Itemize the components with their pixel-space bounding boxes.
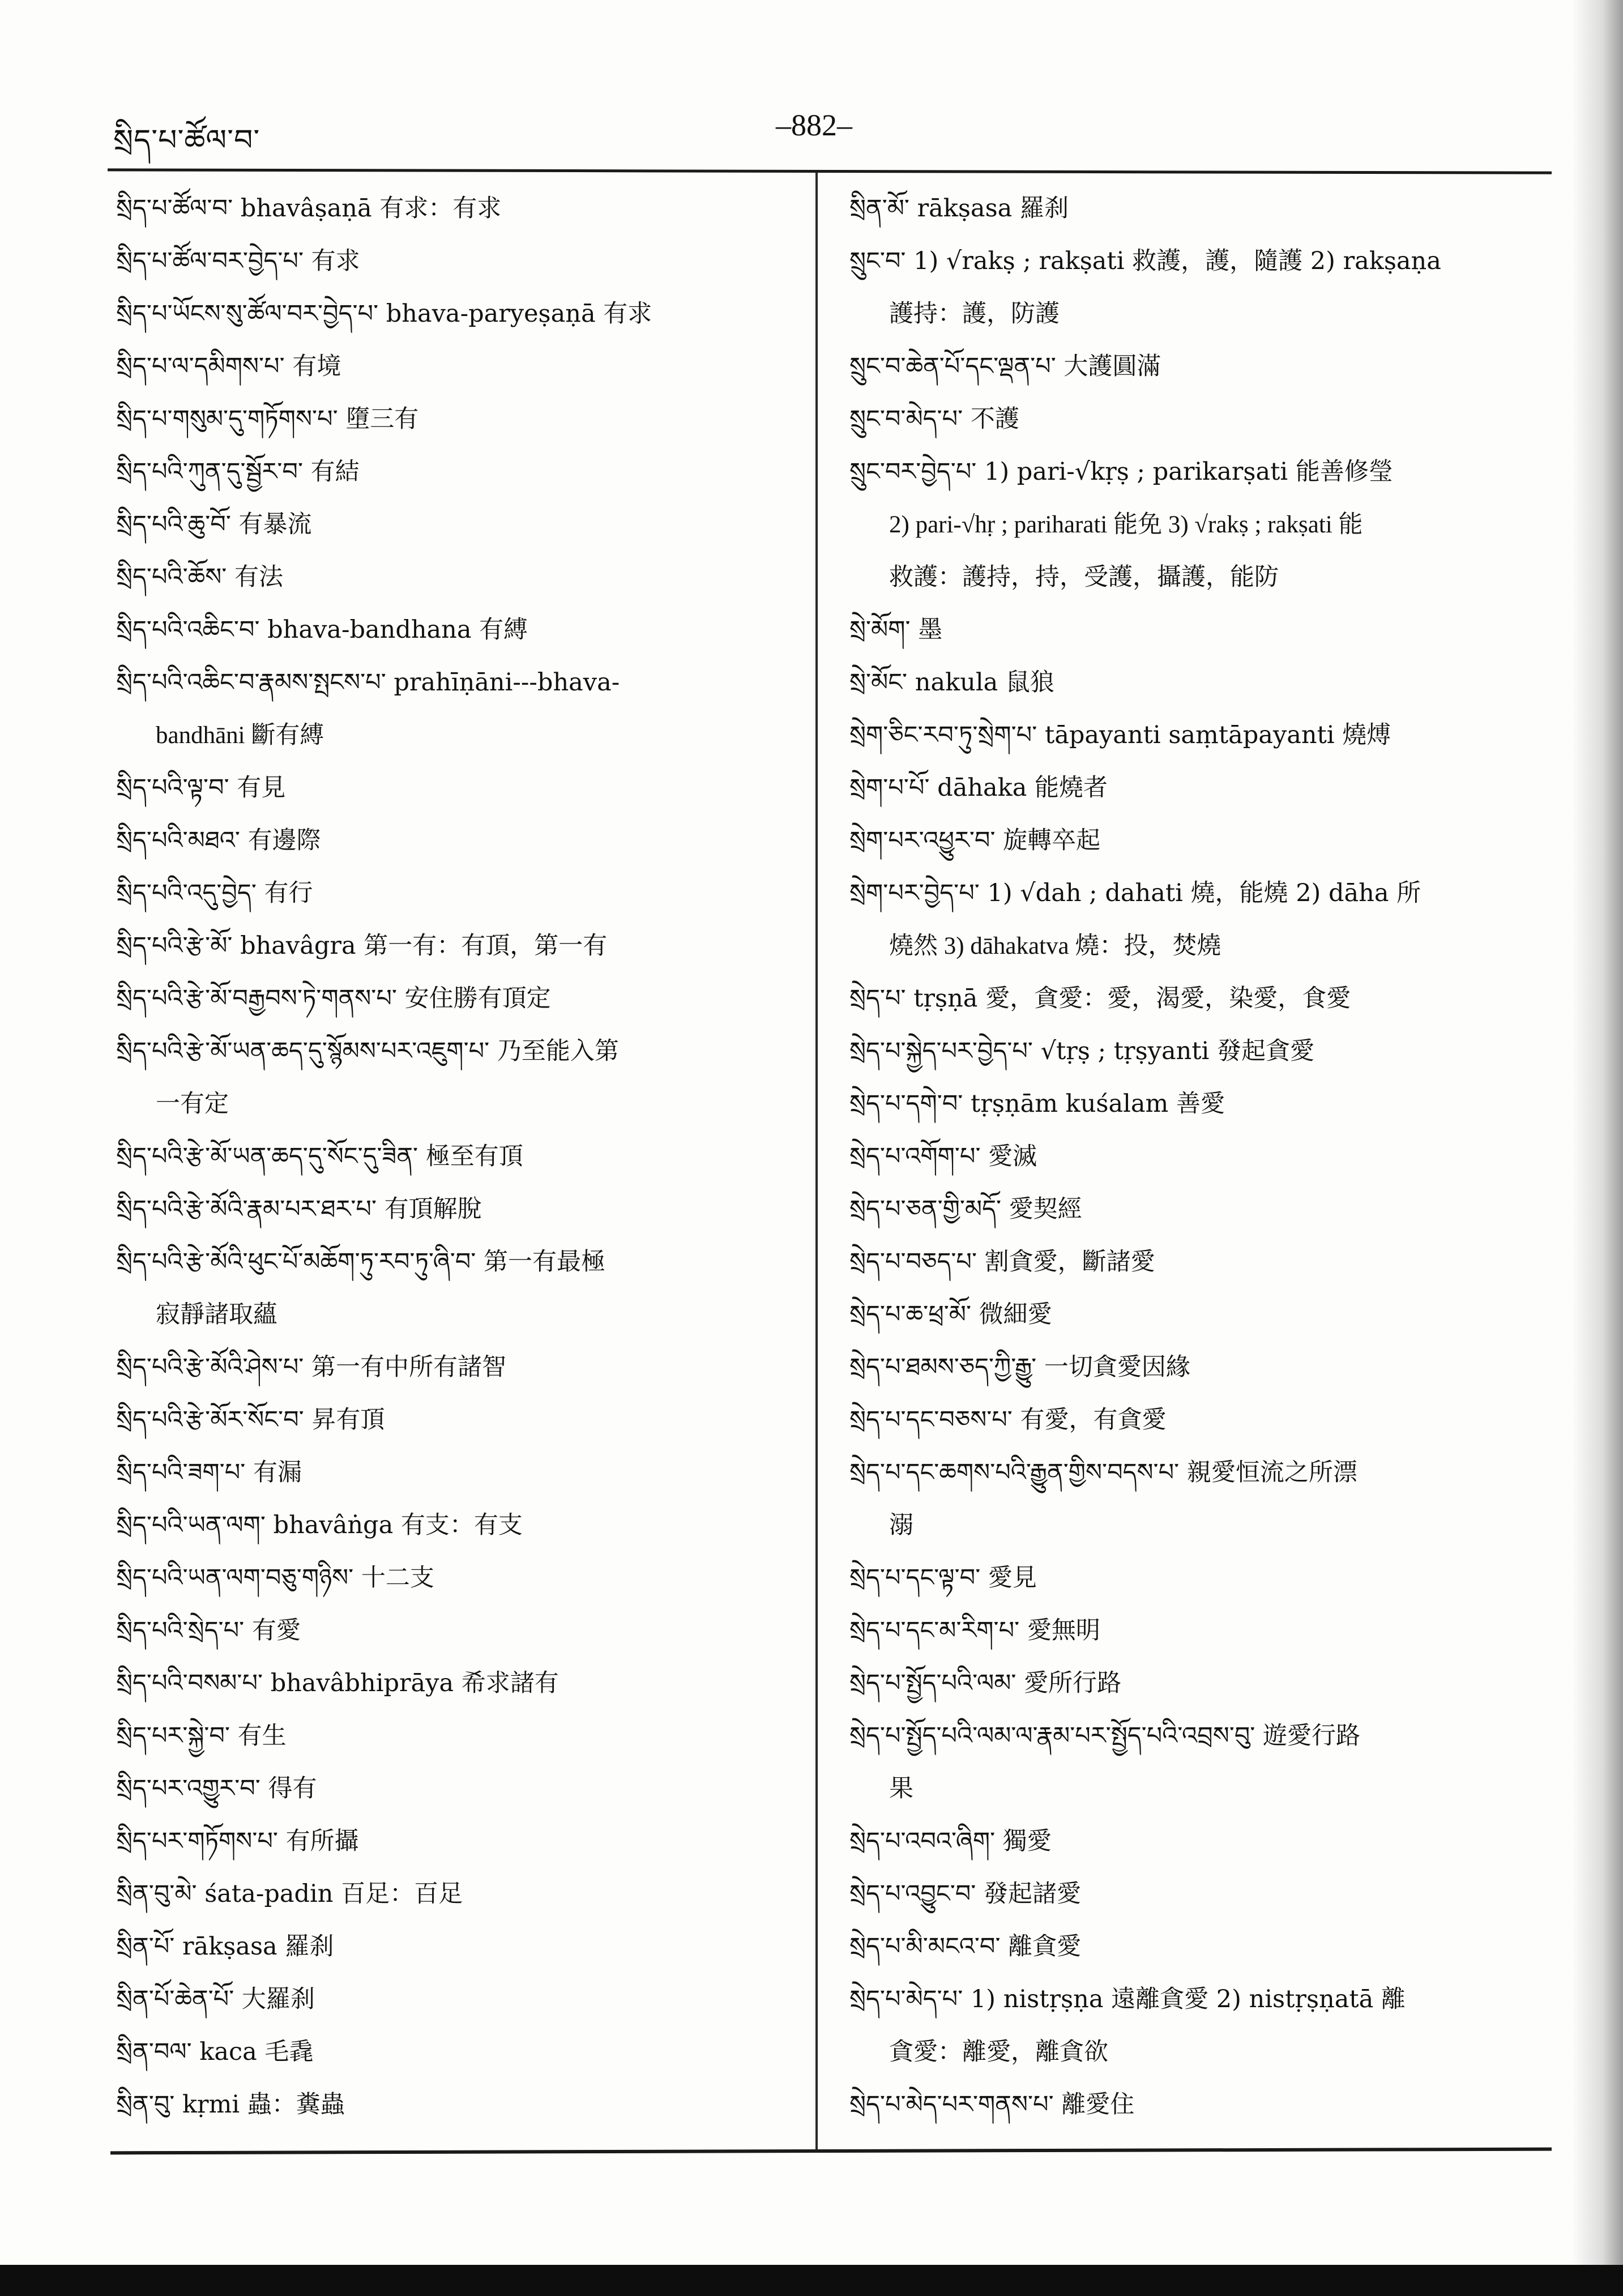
dictionary-entry: སྲིད་པའི་འཆིང་བ་རྣམས་སྤངས་པ་ prahīṇāni---bhava- [116, 668, 620, 697]
dictionary-entry: སྲེད་པ་དང་ཆགས་པའི་རྒྱུན་གྱིས་བདས་པ་ 親愛恒流之所漂 [849, 1458, 1357, 1487]
dictionary-entry: སྲེད་པ་མེད་པར་གནས་པ་ 離愛住 [849, 2090, 1135, 2119]
dictionary-entry-continuation: 燒然 3) dāhakatva 燒：投，焚燒 [889, 933, 1221, 959]
dictionary-entry: སྲེ་མོག་ 墨 [849, 616, 943, 644]
dictionary-entry: སྲེད་པ་བཅད་པ་ 割貪愛，斷諸愛 [849, 1248, 1155, 1276]
dictionary-entry: སྲིད་པའི་སྲེད་པ་ 有愛 [116, 1616, 301, 1645]
dictionary-entry: སྲིད་པ་ཡོངས་སུ་ཚོལ་བར་བྱེད་པ་ bhava-paryeṣaṇā 有求 [116, 300, 652, 328]
dictionary-entry: སྲེད་པ་དང་བཅས་པ་ 有愛，有貪愛 [849, 1406, 1167, 1434]
dictionary-entry: སྲིད་པའི་ཡན་ལག་ bhavâṅga 有支：有支 [116, 1511, 523, 1539]
dictionary-entry: སྲིད་པའི་རྩེ་མོར་སོང་བ་ 昇有頂 [116, 1406, 385, 1434]
left-column [116, 182, 796, 2131]
dictionary-entry-continuation: 溺 [889, 1512, 913, 1539]
dictionary-entry: སྲིད་པའི་ཡན་ལག་བཅུ་གཉིས་ 十二支 [116, 1564, 434, 1592]
dictionary-entry: སྲིད་པའི་རྩེ་མོ་བརྒྱབས་ཏེ་གནས་པ་ 安住勝有頂定 [116, 984, 551, 1013]
dictionary-entry-continuation: 護持：護，防護 [889, 301, 1060, 327]
dictionary-entry: སྲེག་པར་འཕྱུར་བ་ 旋轉卒起 [849, 826, 1101, 855]
dictionary-entry: སྲེད་པ་དང་མ་རིག་པ་ 愛無明 [849, 1616, 1100, 1645]
dictionary-entry: སྲེག་པར་བྱེད་པ་ 1) √dah ; dahati 燒，能燒 2) dāha 所 [849, 879, 1421, 907]
dictionary-entry: སྲིད་པའི་ཀུན་དུ་སྦྱོར་བ་ 有結 [116, 458, 360, 486]
dictionary-entry: སྲིད་པའི་ལྟ་བ་ 有見 [116, 774, 286, 802]
dictionary-entry: སྲེད་པ་འབྱུང་བ་ 發起諸愛 [849, 1880, 1082, 1908]
dictionary-entry: སྲིད་པའི་ཟག་པ་ 有漏 [116, 1458, 302, 1487]
dictionary-entry: སྲིན་པོ་ཆེན་པོ་ 大羅刹 [116, 1985, 315, 2013]
dictionary-entry: སྲིད་པའི་འཆིང་བ་ bhava-bandhana 有縛 [116, 616, 528, 644]
dictionary-entry: སྲེད་པ་སྐྱེད་པར་བྱེད་པ་ √tṛṣ ; tṛṣyanti 發起貪愛 [849, 1037, 1314, 1065]
dictionary-entry: སྲུང་བ་ཆེན་པོ་དང་ལྡན་པ་ 大護圓滿 [849, 352, 1161, 381]
dictionary-entry: སྲེད་པ་ tṛṣṇā 愛，貪愛：愛，渴愛，染愛，食愛 [849, 984, 1351, 1013]
dictionary-entry: སྲིད་པར་སྐྱེ་བ་ 有生 [116, 1722, 287, 1750]
column-divider [815, 173, 818, 2149]
dictionary-entry: སྲིད་པའི་འདུ་བྱེད་ 有行 [116, 879, 313, 907]
dictionary-entry: སྲེད་པ་ཐམས་ཅད་ཀྱི་རྒྱུ་ 一切貪愛因緣 [849, 1353, 1190, 1381]
dictionary-entry: སྲིན་མོ་ rākṣasa 羅刹 [849, 194, 1069, 223]
dictionary-entry: སྲེ་མོང་ nakula 鼠狼 [849, 668, 1054, 697]
dictionary-entry: སྲིད་པ་ཚོལ་བར་བྱེད་པ་ 有求 [116, 247, 360, 275]
dictionary-entry: སྲིན་པོ་ rākṣasa 羅刹 [116, 1932, 334, 1961]
dictionary-entry: སྲིད་པར་འགྱུར་བ་ 得有 [116, 1774, 317, 1803]
dictionary-entry-continuation: 2) pari-√hṛ ; pariharati 能免 3) √rakṣ ; rakṣati 能 [889, 511, 1363, 538]
header-rule [108, 168, 1552, 174]
dictionary-entry: སྲིན་བུ་མེ་ śata-padin 百足：百足 [116, 1880, 463, 1908]
dictionary-entry: སྲེད་པ་མི་མངའ་བ་ 離貪愛 [849, 1932, 1082, 1961]
dictionary-entry: སྲེག་ཅིང་རབ་ཏུ་སྲེག་པ་ tāpayanti saṃtāpayanti 燒煿 [849, 721, 1391, 749]
dictionary-entry: སྲེད་པ་ཆ་ཕྲ་མོ་ 微細愛 [849, 1300, 1052, 1329]
dictionary-entry-continuation: 救護：護持，持，受護，攝護，能防 [889, 564, 1279, 591]
scan-edge-shadow [1572, 0, 1623, 2296]
dictionary-entry: སྲེད་པ་དང་ལྟ་བ་ 愛見 [849, 1564, 1037, 1592]
dictionary-entry: སྲིད་པའི་རྩེ་མོའི་ཤེས་པ་ 第一有中所有諸智 [116, 1353, 506, 1381]
dictionary-entry: སྲིན་བལ་ kaca 毛毳 [116, 2038, 314, 2066]
dictionary-entry: སྲིད་པར་གཏོགས་པ་ 有所攝 [116, 1827, 359, 1855]
dictionary-entry: སྲེད་པ་འགོག་པ་ 愛滅 [849, 1142, 1037, 1171]
dictionary-entry: སྲེད་པ་མེད་པ་ 1) nistṛṣṇa 遠離貪愛 2) nistṛṣṇatā 離 [849, 1985, 1406, 2013]
dictionary-entry: སྲུང་བ་ 1) √rakṣ ; rakṣati 救護，護，隨護 2) rakṣaṇa [849, 247, 1441, 275]
dictionary-entry: སྲིད་པའི་བསམ་པ་ bhavâbhiprāya 希求諸有 [116, 1669, 559, 1697]
dictionary-entry: སྲེག་པ་པོ་ dāhaka 能燒者 [849, 774, 1108, 802]
dictionary-entry: སྲེད་པ་དགེ་བ་ tṛṣṇām kuśalam 善愛 [849, 1090, 1225, 1118]
dictionary-entry-continuation: bandhāni 斷有縛 [156, 722, 324, 749]
scan-bottom-border [0, 2265, 1623, 2296]
dictionary-entry: སྲིད་པའི་མཐའ་ 有邊際 [116, 826, 321, 855]
dictionary-entry: སྲིད་པའི་རྩེ་མོ་ཡན་ཆད་དུ་སྙོམས་པར་འཇུག་པ་ 乃至能入第 [116, 1037, 619, 1065]
footer-rule [110, 2148, 1552, 2155]
dictionary-entry-continuation: 一有定 [156, 1091, 229, 1117]
dictionary-entry: སྲུང་བ་མེད་པ་ 不護 [849, 405, 1019, 433]
dictionary-entry: སྲེད་པ་སྤྱོད་པའི་ལམ་ལ་རྣམ་པར་སྤྱོད་པའི་འབྲས་བུ་ 遊愛行路 [849, 1722, 1361, 1750]
dictionary-entry: སྲིད་པ་ལ་དམིགས་པ་ 有境 [116, 352, 341, 381]
dictionary-entry-continuation: 果 [889, 1776, 913, 1802]
dictionary-entry: སྲེད་པ་སྤྱོད་པའི་ལམ་ 愛所行路 [849, 1669, 1122, 1697]
dictionary-entry: སྲུང་བར་བྱེད་པ་ 1) pari-√kṛṣ ; parikarṣati 能善修瑩 [849, 458, 1393, 486]
dictionary-entry: སྲིད་པའི་རྩེ་མོ་ bhavâgra 第一有：有頂，第一有 [116, 932, 608, 960]
dictionary-entry: སྲིད་པའི་ཆོས་ 有法 [116, 563, 283, 591]
dictionary-entry: སྲེད་པ་འབའ་ཞིག་ 獨愛 [849, 1827, 1052, 1855]
dictionary-entry: སྲིད་པའི་རྩེ་མོའི་ཕུང་པོ་མཆོག་ཏུ་རབ་ཏུ་ཞི་བ་ 第一有最極 [116, 1248, 605, 1276]
page-header [113, 102, 1540, 164]
dictionary-entry-continuation: 寂靜諸取蘊 [156, 1301, 277, 1328]
dictionary-entry: སྲིད་པའི་ཆུ་བོ་ 有暴流 [116, 510, 312, 539]
dictionary-entry: སྲེད་པ་ཅན་གྱི་མདོ་ 愛契經 [849, 1195, 1082, 1223]
dictionary-entry: སྲིད་པའི་རྩེ་མོའི་རྣམ་པར་ཐར་པ་ 有頂解脫 [116, 1195, 482, 1223]
running-head: སྲིད་པ་ཚོལ་བ་ [113, 123, 260, 157]
dictionary-entry: སྲིད་པ་ཚོལ་བ་ bhavâṣaṇā 有求：有求 [116, 194, 502, 223]
page-number: –882– [776, 108, 852, 142]
dictionary-entry: སྲིད་པའི་རྩེ་མོ་ཡན་ཆད་དུ་སོང་དུ་ཟིན་ 極至有頂 [116, 1142, 523, 1171]
dictionary-entry: སྲིད་པ་གསུམ་དུ་གཏོགས་པ་ 墮三有 [116, 405, 419, 433]
right-column [849, 182, 1540, 2131]
dictionary-entry: སྲིན་བུ་ kṛmi 蟲：糞蟲 [116, 2090, 345, 2119]
dictionary-entry-continuation: 貪愛：離愛，離貪欲 [889, 2039, 1108, 2065]
